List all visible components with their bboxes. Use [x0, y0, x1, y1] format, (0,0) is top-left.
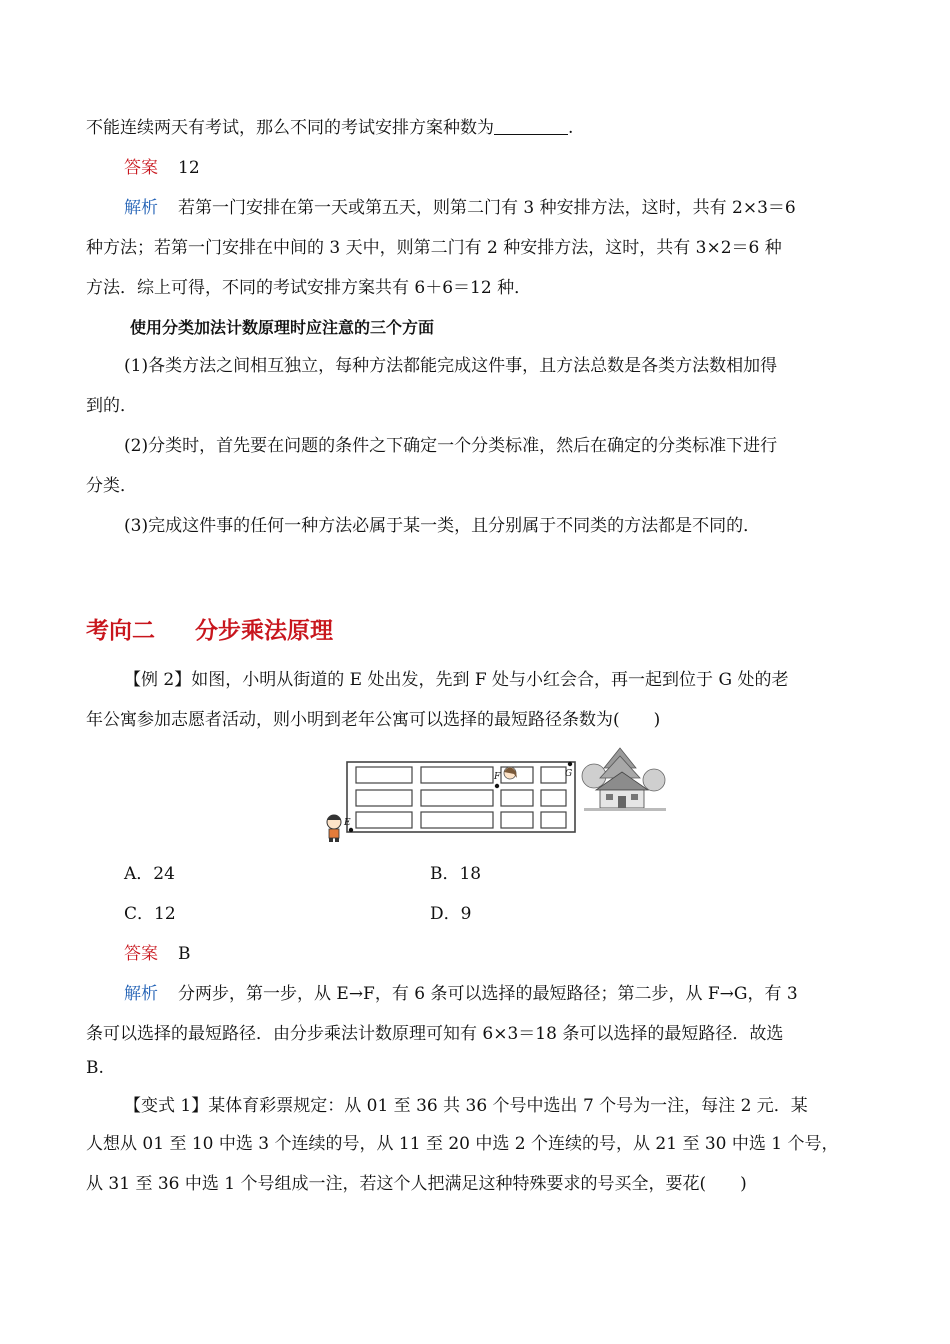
- analysis-line: 种方法；若第一门安排在中间的 3 天中，则第二门有 2 种安排方法，这时，共有 3×2＝6 种: [86, 238, 782, 258]
- point-f: [495, 784, 499, 788]
- notes-title: 使用分类加法计数原理时应注意的三个方面: [130, 318, 435, 337]
- option-b: B．18: [430, 864, 482, 884]
- section-heading: [86, 612, 333, 645]
- variant-question: 人想从 01 至 10 中选 3 个连续的号，从 11 至 20 中选 2 个连续的号，从 21 至 30 中选 1 个号，: [86, 1134, 839, 1154]
- answer-line: [124, 942, 191, 966]
- notes-paragraph: (2)分类时，首先要在问题的条件之下确定一个分类标准，然后在确定的分类标准下进行: [124, 436, 778, 456]
- analysis-label: 解析: [124, 198, 158, 218]
- variant-tag: 【变式 1】: [124, 1096, 209, 1116]
- option-c: C．12: [124, 904, 176, 924]
- street-map-figure: [320, 746, 670, 846]
- section-label: 考向二: [86, 617, 155, 644]
- analysis-line: 解析 若第一门安排在第一天或第五天，则第二门有 3 种安排方法，这时，共有 2×3＝6: [124, 198, 796, 218]
- notes-paragraph: 到的．: [86, 396, 137, 416]
- example-question: 年公寓参加志愿者活动，则小明到老年公寓可以选择的最短路径条数为( ): [86, 710, 661, 730]
- example-tag: 【例 2】: [124, 670, 192, 690]
- point-g: [568, 762, 572, 766]
- analysis-label: 解析: [124, 984, 158, 1004]
- boy-icon: [327, 815, 341, 842]
- analysis-line: 解析 分两步，第一步，从 E→F，有 6 条可以选择的最短路径；第二步，从 F→G，有 3: [124, 984, 798, 1004]
- point-g-label: G: [565, 769, 573, 779]
- notes-paragraph: (1)各类方法之间相互独立，每种方法都能完成这件事，且方法总数是各类方法数相加得: [124, 356, 778, 376]
- question-text: 不能连续两天有考试，那么不同的考试安排方案种数为 .: [86, 118, 574, 138]
- analysis-line: 条可以选择的最短路径．由分步乘法计数原理可知有 6×3＝18 条可以选择的最短路径．故选: [86, 1024, 784, 1044]
- answer-line: [124, 156, 200, 180]
- option-a: A．24: [124, 864, 175, 884]
- option-d: D．9: [430, 904, 472, 924]
- answer-blank: [494, 116, 568, 135]
- analysis-line: B.: [86, 1058, 104, 1078]
- variant-question: 【变式 1】某体育彩票规定：从 01 至 36 共 36 个号中选出 7 个号为一注，每注 2 元．某: [124, 1096, 808, 1116]
- notes-paragraph: 分类．: [86, 476, 137, 496]
- analysis-line: 方法．综上可得，不同的考试安排方案共有 6＋6＝12 种．: [86, 278, 532, 298]
- answer-label: 答案: [124, 944, 158, 964]
- answer-value: 12: [178, 158, 200, 178]
- example-question: 【例 2】如图，小明从街道的 E 处出发，先到 F 处与小红会合，再一起到位于 G 处的老: [124, 670, 789, 690]
- senior-apartment-icon: [582, 748, 666, 811]
- variant-question: 从 31 至 36 中选 1 个号组成一注，若这个人把满足这种特殊要求的号买全，要花( ): [86, 1174, 747, 1194]
- answer-value: B: [178, 944, 191, 964]
- point-e: [349, 828, 353, 832]
- point-f-label: F: [494, 772, 501, 782]
- answer-label: 答案: [124, 158, 158, 178]
- section-title: 分步乘法原理: [195, 617, 333, 644]
- notes-paragraph: (3)完成这件事的任何一种方法必属于某一类，且分别属于不同类的方法都是不同的．: [124, 516, 761, 536]
- point-e-label: E: [344, 818, 351, 828]
